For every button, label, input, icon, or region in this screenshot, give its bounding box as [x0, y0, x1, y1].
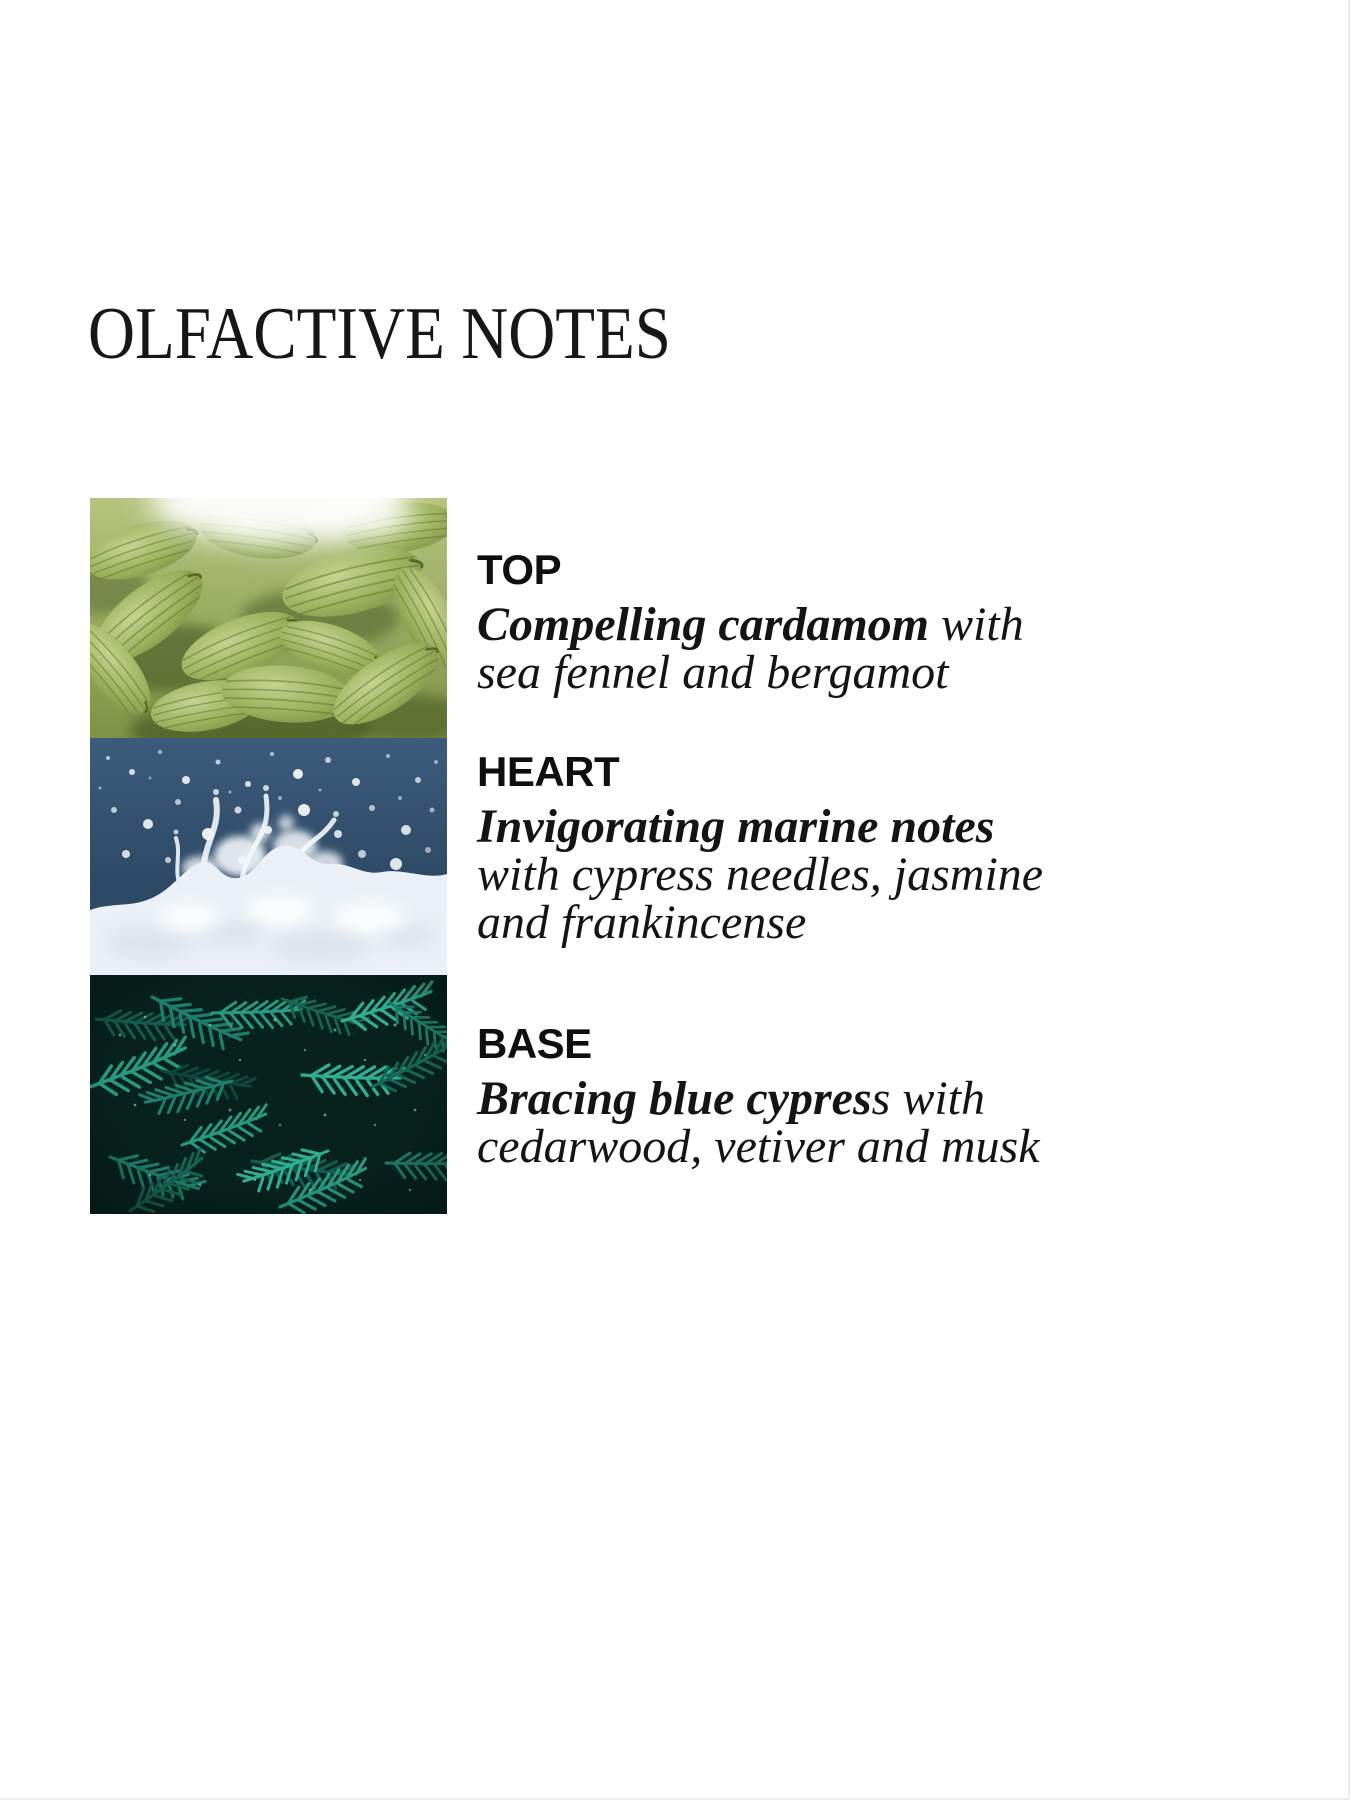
page-title: OLFACTIVE NOTES	[88, 293, 672, 375]
top-note	[477, 546, 1117, 699]
ocean-splash-illustration	[90, 738, 447, 975]
top-note-description	[477, 598, 1117, 699]
heart-note-text-line3: and frankincense	[477, 896, 807, 949]
base-note-heading: BASE	[477, 1020, 592, 1067]
base-note-text: s with	[871, 1072, 986, 1125]
note-image-stack	[90, 498, 447, 1214]
ocean-splash-image	[90, 738, 447, 975]
cardamom-illustration	[90, 498, 447, 738]
heart-note-heading: HEART	[477, 748, 620, 795]
heart-note-bold-text: Invigorating marine notes	[477, 800, 995, 853]
heart-note-description	[477, 800, 1117, 949]
cardamom-image	[90, 498, 447, 738]
blue-cypress-illustration	[90, 975, 447, 1214]
base-note-description	[477, 1072, 1117, 1173]
top-note-text: with	[929, 598, 1024, 651]
base-note-text-line2: cedarwood, vetiver and musk	[477, 1120, 1040, 1173]
top-note-text-line2: sea fennel and bergamot	[477, 646, 949, 699]
base-note	[477, 1020, 1117, 1173]
heart-note	[477, 748, 1117, 949]
heart-note-text-line2: with cypress needles, jasmine	[477, 848, 1044, 901]
blue-cypress-image	[90, 975, 447, 1214]
top-note-bold-text: Compelling cardamom	[477, 598, 930, 651]
top-note-heading: TOP	[477, 546, 562, 593]
base-note-bold-text: Bracing blue cypres	[477, 1072, 872, 1125]
